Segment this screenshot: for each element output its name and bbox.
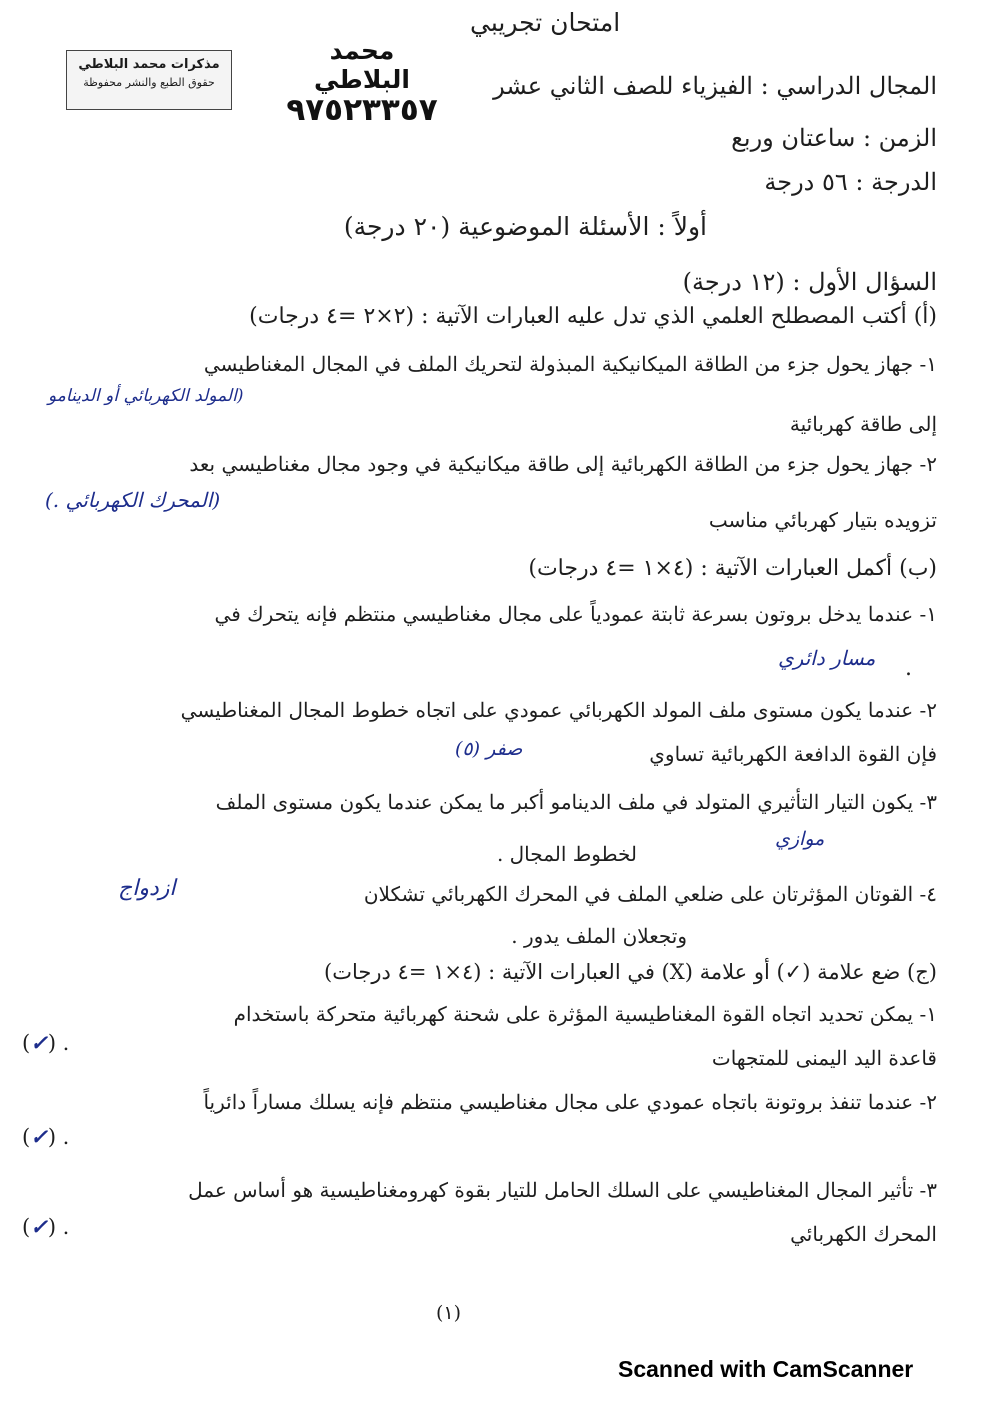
section-b-item2-line1: ٢- عندما يكون مستوى ملف المولد الكهربائي عمودي على اتجاه خطوط المجال المغناطيسي xyxy=(180,698,937,722)
section-a-instruction: (أ) أكتب المصطلح العلمي الذي تدل عليه العبارات الآتية : (٢×٢ =٤ درجات) xyxy=(249,304,937,329)
section-c-item2-mark: ✓ xyxy=(30,1124,48,1149)
camscanner-footer: Scanned with CamScanner xyxy=(618,1356,914,1382)
section-c-item2-line1: ٢- عندما تنفذ بروتونة باتجاه عمودي على مجال مغناطيسي منتظم فإنه يسلك مساراً دائرياً xyxy=(203,1090,937,1114)
copyright-stamp xyxy=(66,50,232,110)
part-one-title: أولاً : الأسئلة الموضوعية (٢٠ درجة) xyxy=(343,212,707,241)
section-c-item1-line1: ١- يمكن تحديد اتجاه القوة المغناطيسية المؤثرة على شحنة كهربائية متحركة باستخدام xyxy=(233,1002,937,1026)
question-one-title: السؤال الأول : (١٢ درجة) xyxy=(682,268,937,296)
section-b-item3-line2: لخطوط المجال . xyxy=(496,842,637,866)
section-b-item2-line2: فإن القوة الدافعة الكهربائية تساوي xyxy=(649,742,937,766)
author-block xyxy=(282,36,442,128)
section-c-item2-check: (✓) . xyxy=(22,1124,70,1149)
section-b-instruction: (ب) أكمل العبارات الآتية : (٤×١ =٤ درجات) xyxy=(528,556,937,581)
stamp-line2: حقوق الطبع والنشر محفوظة xyxy=(83,76,215,89)
section-b-item1-line2: . xyxy=(905,656,912,681)
time-line: الزمن : ساعتان وربع xyxy=(731,124,937,152)
section-b-item3-line1: ٣- يكون التيار التأثيري المتولد في ملف الدينامو أكبر ما يمكن عندما يكون مستوى الملف xyxy=(215,790,937,814)
section-c-item1-check: (✓) . xyxy=(22,1030,70,1055)
section-a-item2-line1: ٢- جهاز يحول جزء من الطاقة الكهربائية إلى طاقة ميكانيكية في وجود مجال مغناطيسي بعد xyxy=(189,452,937,476)
section-b-item4-answer: ازدواج xyxy=(118,876,176,901)
exam-title: امتحان تجريبي xyxy=(470,8,621,37)
subject-line: المجال الدراسي : الفيزياء للصف الثاني عشر xyxy=(493,72,937,100)
section-b-item4-line2: وتجعلان الملف يدور . xyxy=(511,924,687,948)
section-b-item1-line1: ١- عندما يدخل بروتون بسرعة ثابتة عمودياً على مجال مغناطيسي منتظم فإنه يتحرك في xyxy=(214,602,937,626)
section-a-item1-answer: (المولد الكهربائي أو الدينامو xyxy=(48,386,244,406)
section-c-item1-mark: ✓ xyxy=(30,1030,48,1055)
section-c-item3-line2: المحرك الكهربائي xyxy=(790,1222,937,1246)
section-b-item2-answer: صفر (٥) xyxy=(455,738,523,760)
section-c-item3-check: (✓) . xyxy=(22,1214,70,1239)
section-c-instruction: (ج) ضع علامة (✓) أو علامة (X) في العبارات الآتية : (٤×١ =٤ درجات) xyxy=(324,960,937,984)
section-c-item3-mark: ✓ xyxy=(30,1214,48,1239)
page-number: (١) xyxy=(436,1302,462,1324)
stamp-line1: مذكرات محمد البلاطي xyxy=(78,57,220,72)
section-a-item1-line1: ١- جهاز يحول جزء من الطاقة الميكانيكية المبذولة لتحريك الملف في المجال المغناطيسي xyxy=(203,352,937,376)
section-b-item3-answer: موازي xyxy=(775,828,825,850)
section-b-item4-line1: ٤- القوتان المؤثرتان على ضلعي الملف في المحرك الكهربائي تشكلان xyxy=(363,882,937,906)
section-a-item1-line2: إلى طاقة كهربائية xyxy=(789,412,937,436)
section-c-item3-line1: ٣- تأثير المجال المغناطيسي على السلك الحامل للتيار بقوة كهرومغناطيسية هو أساس عمل xyxy=(188,1178,937,1202)
author-name: محمد البلاطي xyxy=(314,36,410,94)
author-phone: ٩٧٥٢٣٣٥٧ xyxy=(286,92,438,128)
section-a-item2-line2: تزويده بتيار كهربائي مناسب xyxy=(708,508,937,532)
grade-line: الدرجة : ٥٦ درجة xyxy=(764,168,937,196)
section-c-item1-line2: قاعدة اليد اليمنى للمتجهات xyxy=(711,1046,937,1070)
section-b-item1-answer: مسار دائري xyxy=(778,646,876,670)
section-a-item2-answer: (المحرك الكهربائي .) xyxy=(45,488,221,512)
